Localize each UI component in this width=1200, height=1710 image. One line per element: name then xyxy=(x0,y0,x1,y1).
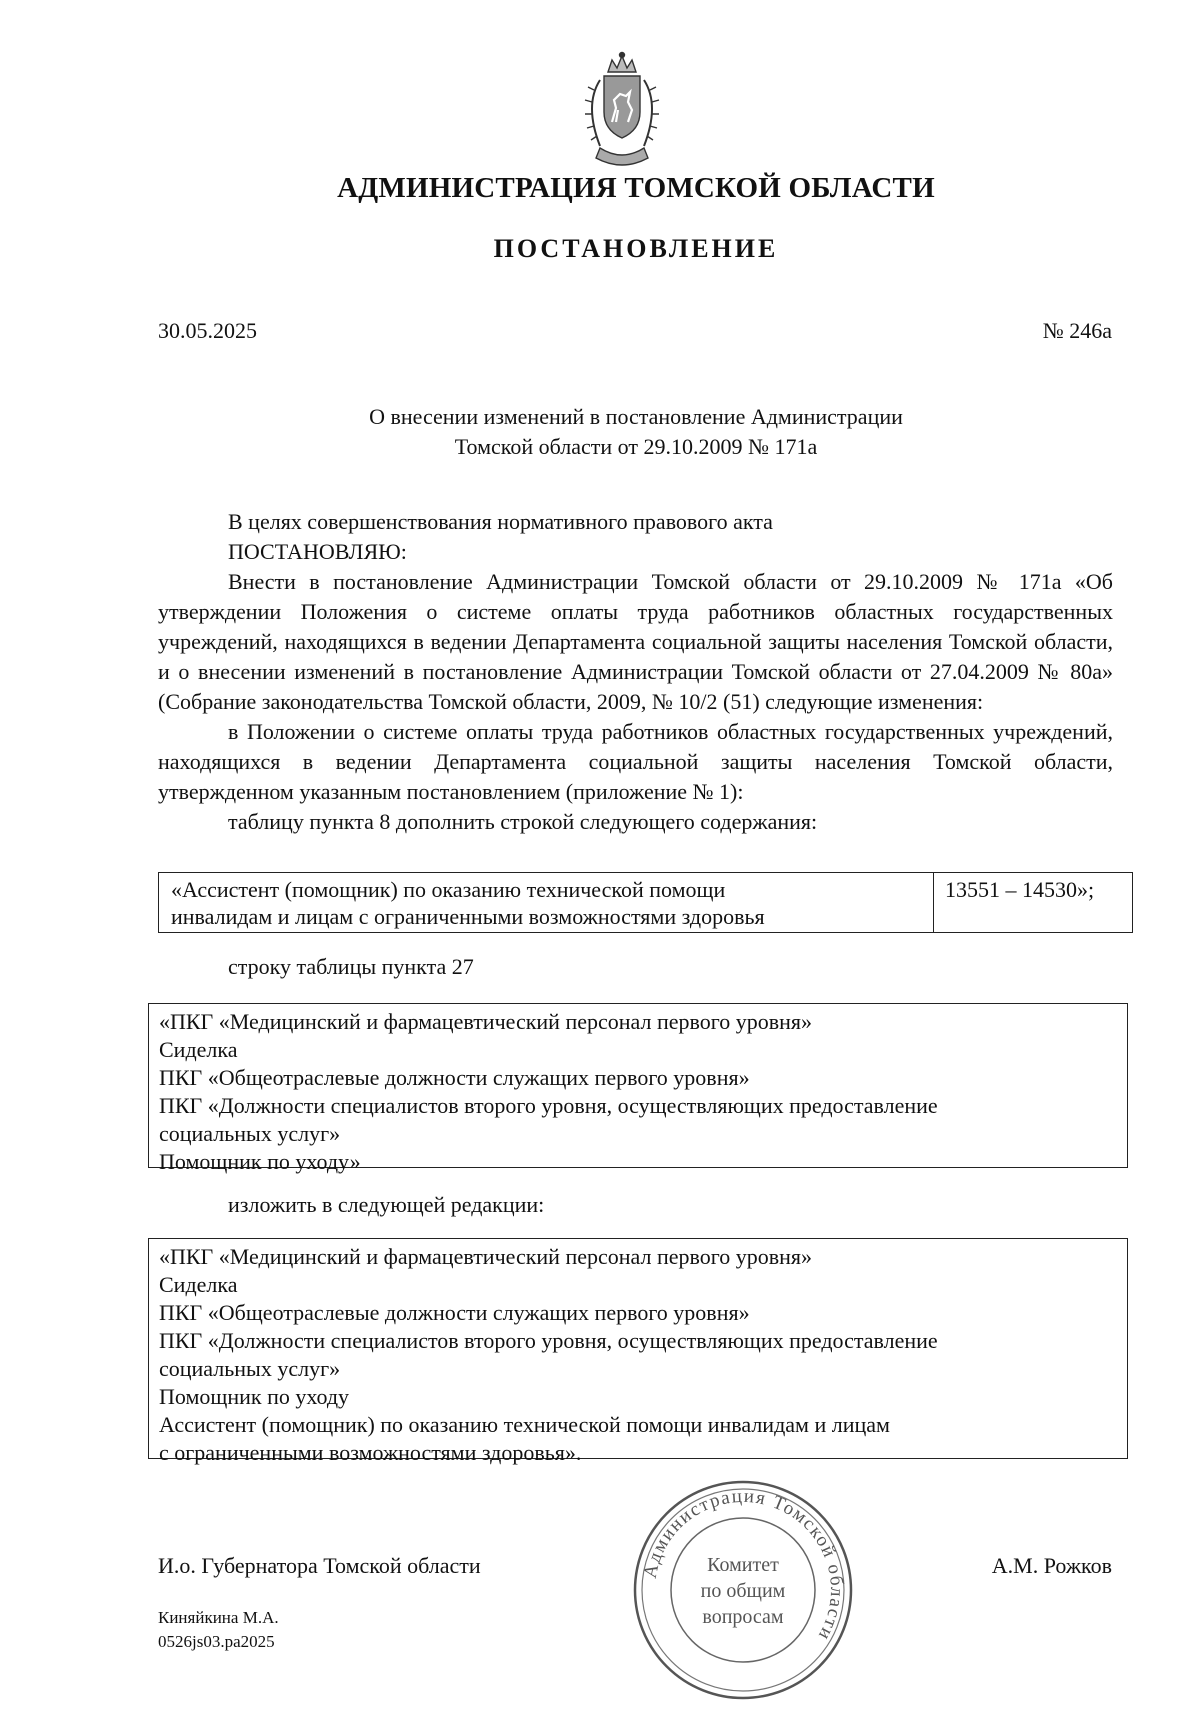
document-date: 30.05.2025 xyxy=(158,318,257,343)
amendment-table-point-8 xyxy=(158,872,1133,933)
table-line: ПКГ «Общеотраслевые должности служащих первого уровня» xyxy=(159,1065,750,1090)
table-line: Помощник по уходу» xyxy=(159,1149,361,1174)
body-paragraph-2: в Положении о системе оплаты труда работников областных государственных учреждений, находящихся в ведении Департамента социальной защиты населения Томской области, утвержденном указанным постановлением (приложение № 1): xyxy=(158,719,1113,804)
executor-name: Киняйкина М.А. xyxy=(158,1608,279,1627)
coat-of-arms-icon xyxy=(570,50,675,175)
body-paragraph-3: таблицу пункта 8 дополнить строкой следующего содержания: xyxy=(228,809,818,834)
table-line: социальных услуг» xyxy=(159,1356,341,1381)
document-code: 0526js03.pa2025 xyxy=(158,1632,275,1651)
seal-center-line: вопросам xyxy=(702,1606,784,1628)
executor-info xyxy=(158,1606,279,1654)
signer-name: А.М. Рожков xyxy=(991,1553,1112,1578)
preamble: В целях совершенствования нормативного правового акта xyxy=(228,509,773,534)
table-line: «ПКГ «Медицинский и фармацевтический персонал первого уровня» xyxy=(159,1244,812,1269)
document-body xyxy=(158,507,1113,837)
table-2-caption: строку таблицы пункта 27 xyxy=(228,954,474,979)
seal-center-line: Комитет xyxy=(707,1554,779,1576)
table-line: Сиделка xyxy=(159,1037,238,1062)
table-line: ПКГ «Должности специалистов второго уровня, осуществляющих предоставление xyxy=(159,1093,938,1118)
new-table-point-27 xyxy=(148,1238,1128,1465)
current-table-point-27 xyxy=(148,1003,1128,1174)
table-line: социальных услуг» xyxy=(159,1121,341,1146)
resolution-keyword: ПОСТАНОВЛЯЮ: xyxy=(228,539,407,564)
table-line: Помощник по уходу xyxy=(159,1384,350,1409)
table-divider xyxy=(933,873,934,932)
document-number: № 246а xyxy=(1042,318,1112,343)
document-type: ПОСТАНОВЛЕНИЕ xyxy=(493,234,779,263)
table-cell-line: «Ассистент (помощник) по оказанию технической помощи xyxy=(171,877,726,902)
seal-center-line: по общим xyxy=(700,1580,786,1602)
table-3-caption: изложить в следующей редакции: xyxy=(228,1192,545,1217)
table-cell-line: инвалидам и лицам с ограниченными возможностями здоровья xyxy=(171,904,765,929)
table-line: с ограниченными возможностями здоровья». xyxy=(159,1440,582,1465)
table-line: Ассистент (помощник) по оказанию технической помощи инвалидам и лицам xyxy=(159,1412,890,1437)
document-subject xyxy=(0,402,1200,462)
table-line: ПКГ «Общеотраслевые должности служащих первого уровня» xyxy=(159,1300,750,1325)
table-cell-position xyxy=(171,876,931,930)
signer-title: И.о. Губернатора Томской области xyxy=(158,1553,481,1578)
subject-line-1: О внесении изменений в постановление Администрации xyxy=(369,404,903,429)
table-line: Сиделка xyxy=(159,1272,238,1297)
official-seal-icon xyxy=(628,1475,858,1705)
seal-ring-text: Администрация Томской области xyxy=(639,1485,848,1645)
table-line: ПКГ «Должности специалистов второго уровня, осуществляющих предоставление xyxy=(159,1328,938,1353)
body-paragraph-1: Внести в постановление Администрации Томской области от 29.10.2009 № 171а «Об утверждении Положения о системе оплаты труда работников областных государственных учреждений, находящихся в ведении Департамента социальной защиты населения Томской области, и о внесении изменений в постановление Администрации Томской области от 27.04.2009 № 80а» (Собрание законодательства Томской области, 2009, № 10/2 (51) следующие изменения: xyxy=(158,569,1113,714)
subject-line-2: Томской области от 29.10.2009 № 171а xyxy=(454,434,818,459)
table-cell-salary-range: 13551 – 14530»; xyxy=(945,877,1095,902)
organization-title: АДМИНИСТРАЦИЯ ТОМСКОЙ ОБЛАСТИ xyxy=(337,172,935,204)
table-line: «ПКГ «Медицинский и фармацевтический персонал первого уровня» xyxy=(159,1009,812,1034)
